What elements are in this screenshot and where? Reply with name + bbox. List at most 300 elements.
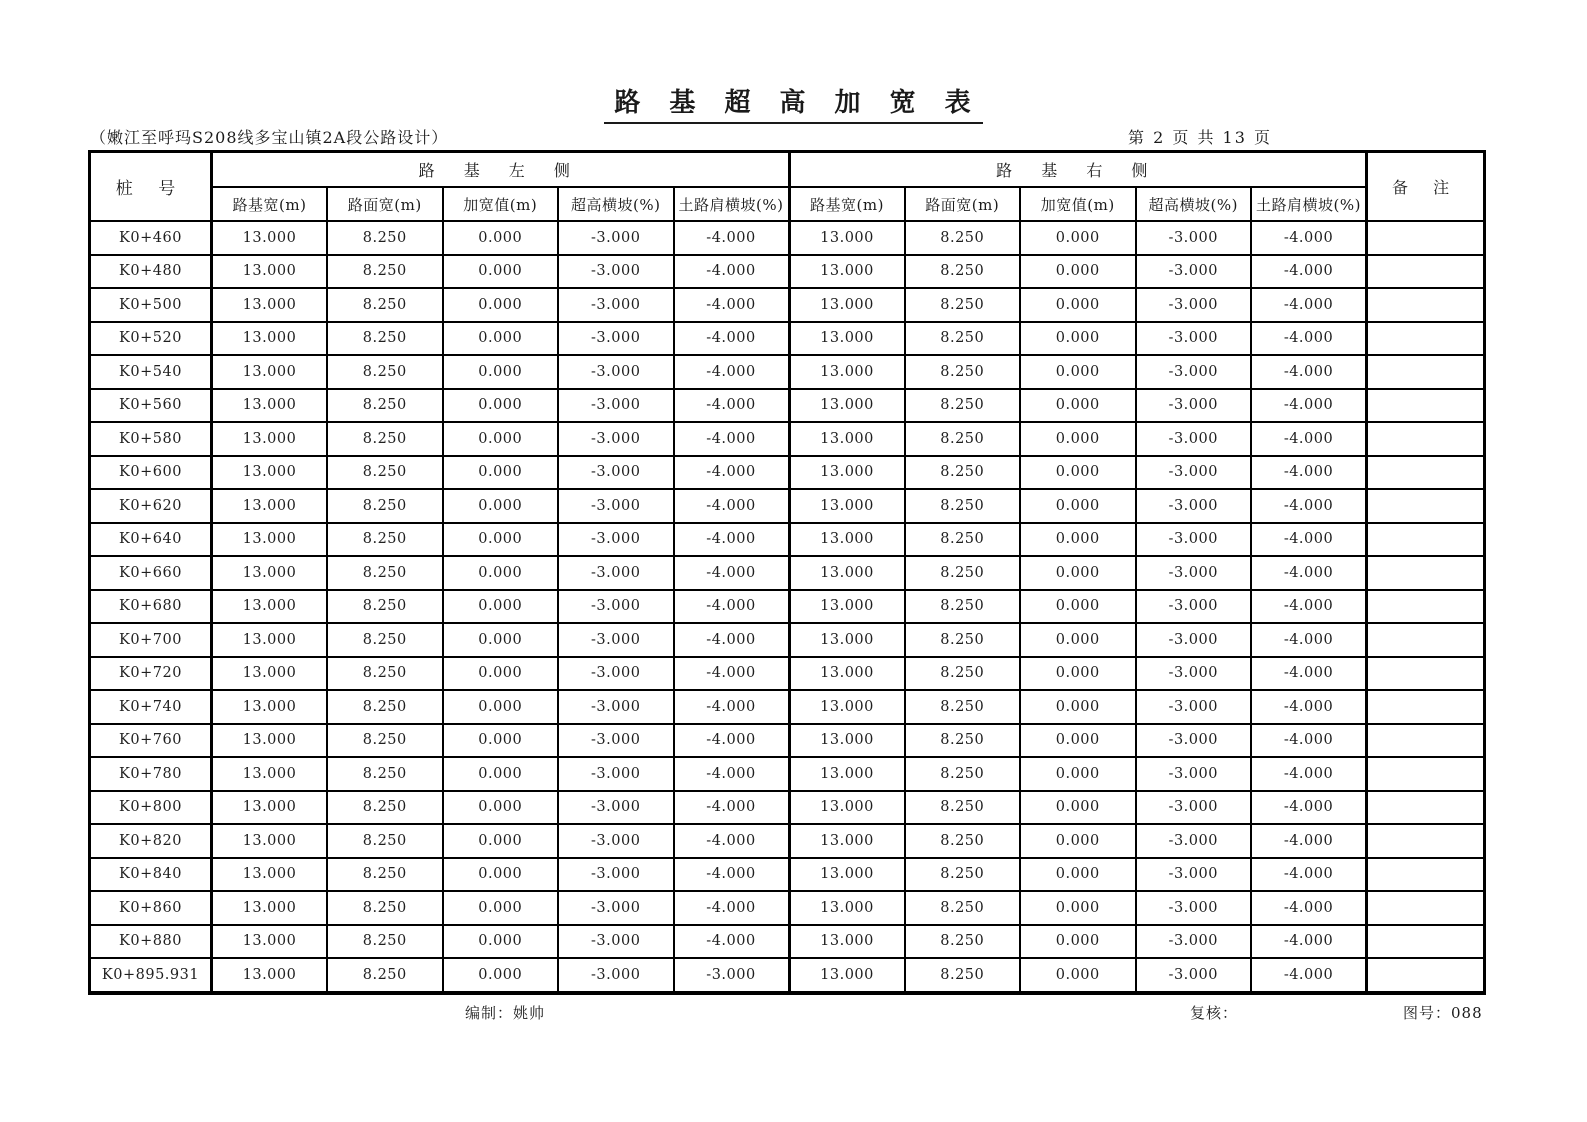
table-row: [90, 556, 1485, 590]
value-cell: 13.000: [212, 690, 328, 724]
stake-cell: K0+895.931: [90, 958, 212, 993]
value-cell: -3.000: [558, 791, 674, 825]
value-cell: -3.000: [558, 858, 674, 892]
value-cell: -4.000: [1251, 255, 1367, 289]
value-cell: -3.000: [558, 288, 674, 322]
value-cell: 13.000: [212, 657, 328, 691]
value-cell: 8.250: [327, 389, 443, 423]
table-row: [90, 255, 1485, 289]
value-cell: 0.000: [1020, 623, 1136, 657]
value-cell: 0.000: [1020, 757, 1136, 791]
stake-cell: K0+800: [90, 791, 212, 825]
value-cell: -3.000: [1136, 355, 1252, 389]
value-cell: 8.250: [905, 523, 1021, 557]
stake-cell: K0+500: [90, 288, 212, 322]
value-cell: -4.000: [1251, 489, 1367, 523]
remark-cell: [1367, 523, 1485, 557]
value-cell: 8.250: [905, 255, 1021, 289]
value-cell: -4.000: [674, 791, 790, 825]
value-cell: 0.000: [443, 255, 559, 289]
value-cell: -4.000: [674, 523, 790, 557]
remark-cell: [1367, 322, 1485, 356]
value-cell: -4.000: [674, 657, 790, 691]
value-cell: 13.000: [212, 925, 328, 959]
value-cell: -3.000: [558, 623, 674, 657]
value-cell: -4.000: [1251, 824, 1367, 858]
value-cell: -4.000: [1251, 757, 1367, 791]
remark-cell: [1367, 422, 1485, 456]
value-cell: -3.000: [1136, 556, 1252, 590]
value-cell: -4.000: [1251, 623, 1367, 657]
value-cell: -4.000: [1251, 288, 1367, 322]
value-cell: 13.000: [212, 355, 328, 389]
value-cell: 13.000: [789, 925, 905, 959]
value-cell: 0.000: [443, 824, 559, 858]
value-cell: 0.000: [443, 958, 559, 993]
value-cell: -3.000: [558, 456, 674, 490]
value-cell: 8.250: [327, 757, 443, 791]
value-cell: -3.000: [1136, 255, 1252, 289]
value-cell: 13.000: [789, 657, 905, 691]
remark-cell: [1367, 690, 1485, 724]
value-cell: 8.250: [905, 757, 1021, 791]
value-cell: -4.000: [674, 489, 790, 523]
right-subheader-3: 超高横坡(%): [1136, 187, 1252, 221]
right-subheader-2: 加宽值(m): [1020, 187, 1136, 221]
value-cell: -4.000: [674, 925, 790, 959]
value-cell: 8.250: [327, 489, 443, 523]
value-cell: 13.000: [212, 489, 328, 523]
value-cell: 13.000: [789, 891, 905, 925]
value-cell: -4.000: [1251, 221, 1367, 255]
value-cell: 8.250: [327, 623, 443, 657]
value-cell: 13.000: [789, 389, 905, 423]
value-cell: 0.000: [443, 791, 559, 825]
value-cell: 8.250: [327, 891, 443, 925]
value-cell: 8.250: [327, 288, 443, 322]
value-cell: 0.000: [1020, 590, 1136, 624]
stake-cell: K0+820: [90, 824, 212, 858]
page-title: 路 基 超 高 加 宽 表: [604, 82, 982, 124]
value-cell: 0.000: [1020, 690, 1136, 724]
value-cell: -3.000: [558, 489, 674, 523]
value-cell: 8.250: [905, 958, 1021, 993]
value-cell: 0.000: [1020, 791, 1136, 825]
value-cell: 8.250: [327, 221, 443, 255]
stake-cell: K0+780: [90, 757, 212, 791]
value-cell: 13.000: [212, 288, 328, 322]
value-cell: 0.000: [1020, 389, 1136, 423]
remark-cell: [1367, 958, 1485, 993]
value-cell: -4.000: [1251, 590, 1367, 624]
remark-cell: [1367, 389, 1485, 423]
value-cell: -3.000: [1136, 456, 1252, 490]
value-cell: -4.000: [1251, 322, 1367, 356]
remark-cell: [1367, 858, 1485, 892]
value-cell: -3.000: [1136, 925, 1252, 959]
left-subheader-3: 超高横坡(%): [558, 187, 674, 221]
stake-column-header: 桩 号: [90, 152, 212, 222]
right-side-group-header: 路 基 右 侧: [789, 152, 1367, 188]
value-cell: -3.000: [558, 958, 674, 993]
stake-cell: K0+740: [90, 690, 212, 724]
stake-cell: K0+640: [90, 523, 212, 557]
remark-cell: [1367, 355, 1485, 389]
value-cell: 13.000: [212, 724, 328, 758]
value-cell: 13.000: [789, 791, 905, 825]
value-cell: 8.250: [905, 925, 1021, 959]
table-row: [90, 925, 1485, 959]
value-cell: -4.000: [1251, 791, 1367, 825]
value-cell: -3.000: [1136, 657, 1252, 691]
table-row: [90, 690, 1485, 724]
value-cell: -4.000: [674, 824, 790, 858]
value-cell: -3.000: [558, 925, 674, 959]
value-cell: -4.000: [674, 255, 790, 289]
value-cell: 0.000: [443, 355, 559, 389]
stake-cell: K0+560: [90, 389, 212, 423]
value-cell: 13.000: [212, 590, 328, 624]
value-cell: -3.000: [1136, 858, 1252, 892]
value-cell: -4.000: [674, 590, 790, 624]
value-cell: 13.000: [212, 757, 328, 791]
value-cell: -3.000: [558, 422, 674, 456]
value-cell: 13.000: [212, 824, 328, 858]
left-subheader-0: 路基宽(m): [212, 187, 328, 221]
table-row: [90, 724, 1485, 758]
value-cell: 13.000: [212, 858, 328, 892]
value-cell: 0.000: [443, 925, 559, 959]
title-wrap: [0, 82, 1587, 124]
value-cell: 8.250: [327, 590, 443, 624]
value-cell: 8.250: [905, 690, 1021, 724]
value-cell: -3.000: [558, 523, 674, 557]
stake-cell: K0+840: [90, 858, 212, 892]
value-cell: 13.000: [789, 355, 905, 389]
stake-cell: K0+620: [90, 489, 212, 523]
value-cell: -4.000: [674, 891, 790, 925]
value-cell: 0.000: [443, 288, 559, 322]
table-row: [90, 757, 1485, 791]
remark-cell: [1367, 724, 1485, 758]
value-cell: 0.000: [443, 489, 559, 523]
table-header: [90, 152, 1485, 222]
value-cell: -3.000: [558, 556, 674, 590]
value-cell: -3.000: [1136, 623, 1252, 657]
remark-cell: [1367, 489, 1485, 523]
value-cell: -3.000: [1136, 523, 1252, 557]
stake-cell: K0+600: [90, 456, 212, 490]
value-cell: 0.000: [1020, 355, 1136, 389]
value-cell: 13.000: [212, 623, 328, 657]
table-row: [90, 456, 1485, 490]
value-cell: 8.250: [905, 623, 1021, 657]
value-cell: -3.000: [1136, 322, 1252, 356]
value-cell: -3.000: [1136, 891, 1252, 925]
value-cell: 13.000: [789, 858, 905, 892]
stake-cell: K0+520: [90, 322, 212, 356]
left-subheader-1: 路面宽(m): [327, 187, 443, 221]
left-subheader-2: 加宽值(m): [443, 187, 559, 221]
value-cell: 8.250: [905, 724, 1021, 758]
value-cell: 8.250: [905, 590, 1021, 624]
value-cell: 0.000: [1020, 489, 1136, 523]
value-cell: 13.000: [212, 322, 328, 356]
right-subheader-1: 路面宽(m): [905, 187, 1021, 221]
table-row: [90, 422, 1485, 456]
value-cell: 8.250: [327, 255, 443, 289]
table-row: [90, 523, 1485, 557]
value-cell: -3.000: [558, 355, 674, 389]
value-cell: 13.000: [789, 824, 905, 858]
drawing-number-label: 图号：088: [1403, 1004, 1483, 1022]
value-cell: 13.000: [789, 288, 905, 322]
value-cell: 8.250: [905, 891, 1021, 925]
value-cell: -3.000: [1136, 757, 1252, 791]
remark-cell: [1367, 556, 1485, 590]
remark-cell: [1367, 891, 1485, 925]
value-cell: 8.250: [327, 690, 443, 724]
table-row: [90, 958, 1485, 993]
value-cell: 8.250: [905, 858, 1021, 892]
table-row: [90, 590, 1485, 624]
value-cell: 13.000: [789, 590, 905, 624]
page-number-info: 第 2 页 共 13 页: [1128, 128, 1272, 147]
value-cell: -3.000: [558, 590, 674, 624]
value-cell: 8.250: [327, 791, 443, 825]
value-cell: 0.000: [1020, 288, 1136, 322]
value-cell: -3.000: [558, 389, 674, 423]
value-cell: 0.000: [1020, 657, 1136, 691]
value-cell: 0.000: [1020, 221, 1136, 255]
value-cell: -4.000: [1251, 422, 1367, 456]
value-cell: -3.000: [1136, 389, 1252, 423]
value-cell: 8.250: [327, 925, 443, 959]
value-cell: 0.000: [443, 322, 559, 356]
value-cell: -4.000: [674, 221, 790, 255]
value-cell: 8.250: [905, 791, 1021, 825]
left-side-group-header: 路 基 左 侧: [212, 152, 790, 188]
table-row: [90, 355, 1485, 389]
value-cell: -4.000: [674, 389, 790, 423]
remark-cell: [1367, 757, 1485, 791]
table-body: [90, 221, 1485, 993]
stake-cell: K0+540: [90, 355, 212, 389]
value-cell: 0.000: [1020, 824, 1136, 858]
value-cell: 8.250: [905, 355, 1021, 389]
value-cell: 13.000: [212, 791, 328, 825]
table-row: [90, 623, 1485, 657]
stake-cell: K0+720: [90, 657, 212, 691]
value-cell: 0.000: [1020, 891, 1136, 925]
right-subheader-4: 土路肩横坡(%): [1251, 187, 1367, 221]
value-cell: -3.000: [558, 724, 674, 758]
value-cell: 13.000: [789, 690, 905, 724]
stake-cell: K0+680: [90, 590, 212, 624]
value-cell: -4.000: [1251, 724, 1367, 758]
value-cell: 0.000: [443, 456, 559, 490]
value-cell: -3.000: [558, 824, 674, 858]
value-cell: -3.000: [558, 657, 674, 691]
value-cell: 8.250: [905, 556, 1021, 590]
value-cell: -4.000: [1251, 690, 1367, 724]
value-cell: -4.000: [674, 288, 790, 322]
stake-cell: K0+660: [90, 556, 212, 590]
stake-cell: K0+760: [90, 724, 212, 758]
value-cell: 8.250: [327, 858, 443, 892]
value-cell: -3.000: [1136, 791, 1252, 825]
value-cell: -3.000: [1136, 958, 1252, 993]
remark-cell: [1367, 925, 1485, 959]
value-cell: 0.000: [443, 389, 559, 423]
table-row: [90, 389, 1485, 423]
value-cell: 13.000: [789, 489, 905, 523]
value-cell: 13.000: [789, 523, 905, 557]
value-cell: 0.000: [1020, 322, 1136, 356]
value-cell: 0.000: [443, 523, 559, 557]
value-cell: 0.000: [443, 858, 559, 892]
value-cell: -4.000: [1251, 389, 1367, 423]
remark-cell: [1367, 623, 1485, 657]
value-cell: 0.000: [1020, 858, 1136, 892]
value-cell: 0.000: [443, 724, 559, 758]
value-cell: 13.000: [212, 422, 328, 456]
value-cell: -3.000: [558, 322, 674, 356]
value-cell: 8.250: [905, 389, 1021, 423]
remark-cell: [1367, 824, 1485, 858]
value-cell: 13.000: [212, 389, 328, 423]
value-cell: -3.000: [1136, 690, 1252, 724]
value-cell: -4.000: [1251, 456, 1367, 490]
value-cell: -3.000: [558, 221, 674, 255]
value-cell: 13.000: [212, 523, 328, 557]
sub-header-row: [90, 187, 1485, 221]
value-cell: 8.250: [905, 422, 1021, 456]
right-subheader-0: 路基宽(m): [789, 187, 905, 221]
value-cell: 0.000: [1020, 422, 1136, 456]
stake-cell: K0+460: [90, 221, 212, 255]
value-cell: 0.000: [1020, 958, 1136, 993]
value-cell: -3.000: [1136, 221, 1252, 255]
value-cell: -3.000: [674, 958, 790, 993]
value-cell: 8.250: [905, 322, 1021, 356]
value-cell: -3.000: [558, 690, 674, 724]
value-cell: 0.000: [443, 556, 559, 590]
value-cell: 8.250: [905, 288, 1021, 322]
value-cell: -4.000: [674, 556, 790, 590]
value-cell: -4.000: [674, 858, 790, 892]
remark-cell: [1367, 456, 1485, 490]
value-cell: 8.250: [327, 456, 443, 490]
project-subtitle: （嫩江至呼玛S208线多宝山镇2A段公路设计）: [90, 128, 449, 147]
value-cell: 0.000: [443, 623, 559, 657]
value-cell: 13.000: [212, 556, 328, 590]
value-cell: -4.000: [674, 422, 790, 456]
value-cell: -3.000: [1136, 489, 1252, 523]
remark-cell: [1367, 590, 1485, 624]
value-cell: 8.250: [327, 724, 443, 758]
table-row: [90, 221, 1485, 255]
value-cell: -3.000: [1136, 824, 1252, 858]
table-row: [90, 791, 1485, 825]
value-cell: 0.000: [1020, 523, 1136, 557]
value-cell: 13.000: [789, 757, 905, 791]
value-cell: -4.000: [1251, 958, 1367, 993]
compiler-label: 编制：姚帅: [465, 1004, 546, 1022]
value-cell: 0.000: [443, 757, 559, 791]
value-cell: -4.000: [674, 724, 790, 758]
stake-cell: K0+700: [90, 623, 212, 657]
value-cell: 0.000: [443, 891, 559, 925]
table-row: [90, 489, 1485, 523]
value-cell: 8.250: [327, 422, 443, 456]
value-cell: 13.000: [789, 556, 905, 590]
value-cell: 8.250: [327, 958, 443, 993]
value-cell: -4.000: [1251, 657, 1367, 691]
remark-column-header: 备 注: [1367, 152, 1485, 222]
value-cell: 8.250: [327, 322, 443, 356]
value-cell: 13.000: [789, 958, 905, 993]
value-cell: 0.000: [443, 590, 559, 624]
value-cell: -4.000: [674, 757, 790, 791]
value-cell: -4.000: [674, 322, 790, 356]
value-cell: 0.000: [443, 690, 559, 724]
value-cell: 0.000: [1020, 556, 1136, 590]
value-cell: 8.250: [327, 657, 443, 691]
left-subheader-4: 土路肩横坡(%): [674, 187, 790, 221]
value-cell: 13.000: [789, 724, 905, 758]
value-cell: 0.000: [1020, 724, 1136, 758]
remark-cell: [1367, 288, 1485, 322]
remark-cell: [1367, 221, 1485, 255]
value-cell: -4.000: [674, 355, 790, 389]
value-cell: -4.000: [674, 690, 790, 724]
value-cell: 8.250: [327, 824, 443, 858]
table-row: [90, 824, 1485, 858]
remark-cell: [1367, 791, 1485, 825]
value-cell: -3.000: [558, 255, 674, 289]
value-cell: 13.000: [212, 891, 328, 925]
group-header-row: [90, 152, 1485, 188]
table-row: [90, 858, 1485, 892]
value-cell: -3.000: [558, 891, 674, 925]
value-cell: 8.250: [905, 657, 1021, 691]
value-cell: 0.000: [443, 422, 559, 456]
value-cell: -4.000: [674, 623, 790, 657]
remark-cell: [1367, 255, 1485, 289]
value-cell: -4.000: [674, 456, 790, 490]
value-cell: -4.000: [1251, 523, 1367, 557]
value-cell: 8.250: [905, 456, 1021, 490]
value-cell: 13.000: [212, 221, 328, 255]
value-cell: -4.000: [1251, 891, 1367, 925]
value-cell: 8.250: [905, 489, 1021, 523]
value-cell: -4.000: [1251, 858, 1367, 892]
stake-cell: K0+480: [90, 255, 212, 289]
value-cell: 13.000: [212, 958, 328, 993]
value-cell: 13.000: [212, 255, 328, 289]
stake-cell: K0+880: [90, 925, 212, 959]
value-cell: -3.000: [1136, 590, 1252, 624]
superelevation-widening-table: [88, 150, 1486, 995]
value-cell: 8.250: [327, 523, 443, 557]
value-cell: 0.000: [443, 221, 559, 255]
remark-cell: [1367, 657, 1485, 691]
reviewer-label: 复核：: [1190, 1004, 1239, 1022]
value-cell: 13.000: [789, 456, 905, 490]
value-cell: 8.250: [327, 556, 443, 590]
value-cell: 13.000: [789, 623, 905, 657]
